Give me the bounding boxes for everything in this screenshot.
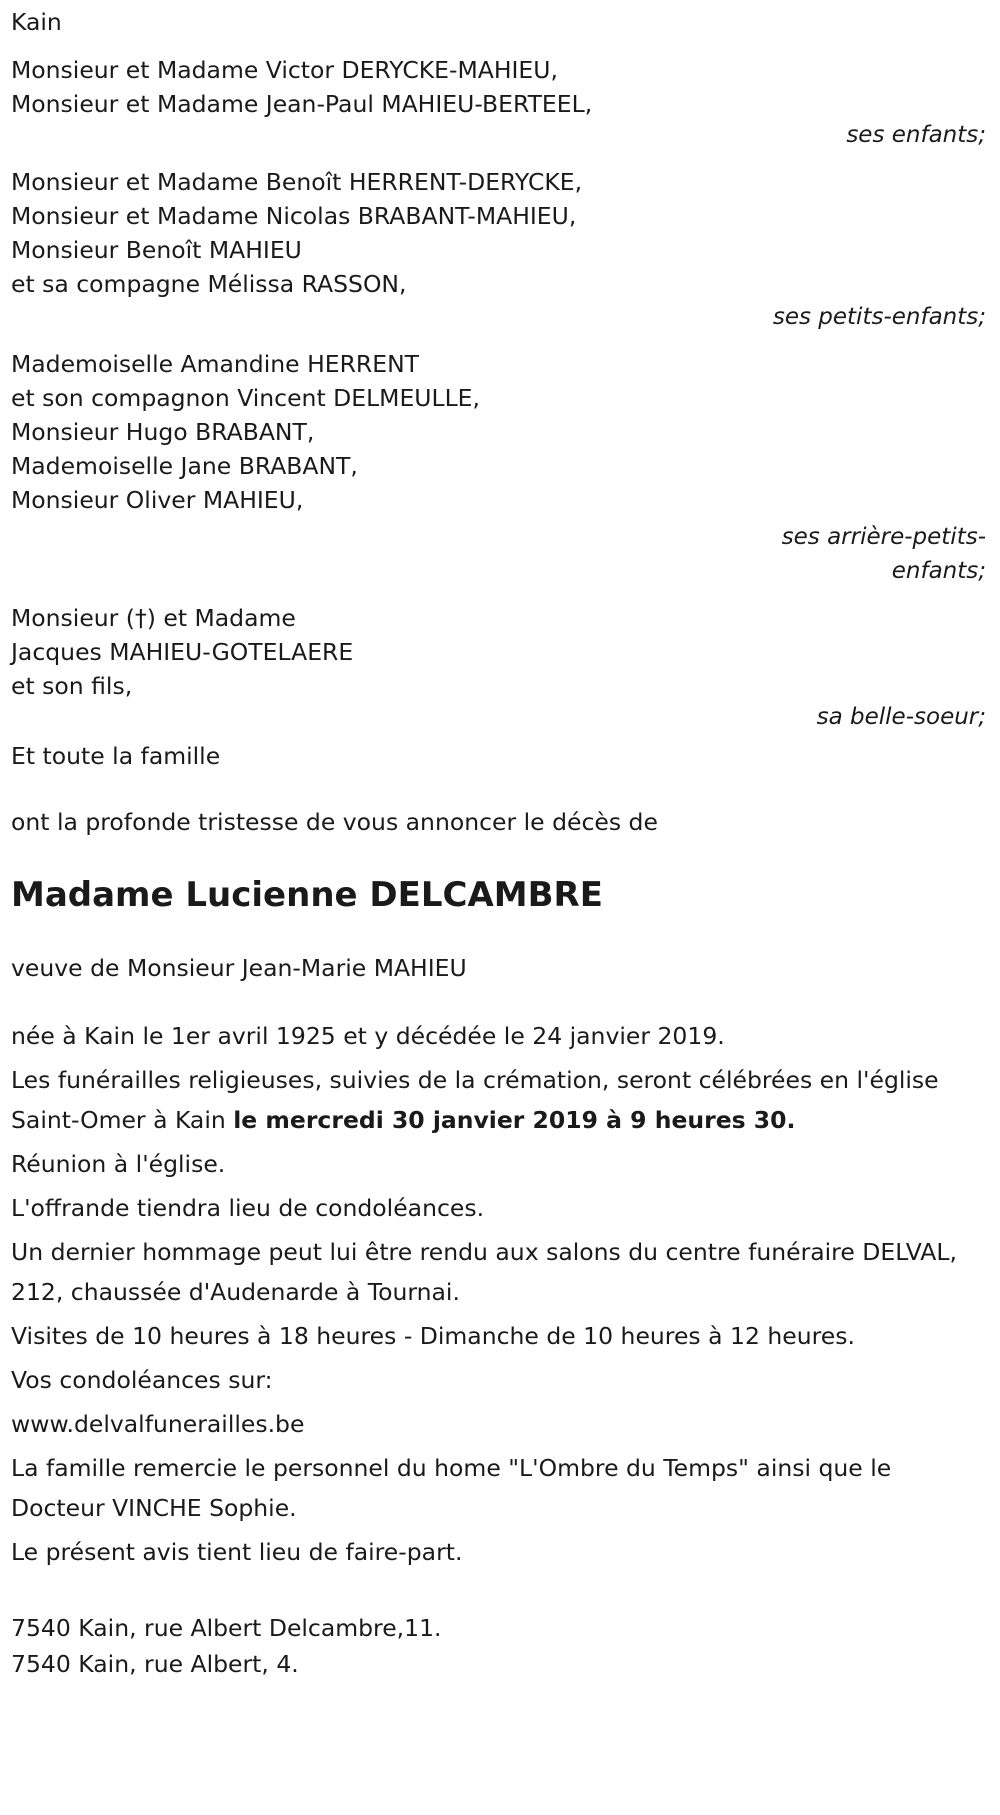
family-member: et sa compagne Mélissa RASSON,	[11, 270, 407, 298]
relation-label: ses arrière-petits-	[781, 524, 986, 550]
address-line: 7540 Kain, rue Albert, 4.	[11, 1650, 299, 1678]
homage-info: Un dernier hommage peut lui être rendu aux salons du centre funéraire DELVAL, 212, chaussée d'Audenarde à Tournai.	[11, 1238, 957, 1306]
family-member: Mademoiselle Amandine HERRENT	[11, 350, 420, 378]
family-member: Mademoiselle Jane BRABANT,	[11, 452, 358, 480]
family-member: Jacques MAHIEU-GOTELAERE	[11, 638, 354, 666]
funeral-text: Les funérailles religieuses, suivies de la crémation, seront célébrées en l'église Saint-Omer à Kain	[11, 1066, 939, 1134]
family-member: Monsieur Benoît MAHIEU	[11, 236, 302, 264]
family-member: Monsieur et Madame Victor DERYCKE-MAHIEU,	[11, 56, 558, 84]
place-name: Kain	[11, 8, 62, 36]
relation-label: enfants;	[891, 558, 986, 584]
birth-death-info: née à Kain le 1er avril 1925 et y décédée le 24 janvier 2019.	[11, 1022, 725, 1050]
relation-label: ses enfants;	[846, 122, 986, 148]
thanks-info: La famille remercie le personnel du home "L'Ombre du Temps" ainsi que le Docteur VINCHE Sophie.	[11, 1454, 892, 1522]
relation-label: ses petits-enfants;	[772, 304, 986, 330]
meeting-info: Réunion à l'église.	[11, 1150, 226, 1178]
visits-info: Visites de 10 heures à 18 heures - Dimanche de 10 heures à 12 heures.	[11, 1322, 855, 1350]
funeral-info	[11, 1060, 971, 1140]
family-member: et son compagnon Vincent DELMEULLE,	[11, 384, 480, 412]
children-group	[11, 50, 986, 154]
family-member: Monsieur et Madame Nicolas BRABANT-MAHIEU,	[11, 202, 577, 230]
family-member: Monsieur et Madame Jean-Paul MAHIEU-BERTEEL,	[11, 90, 593, 118]
family-member: Monsieur Hugo BRABANT,	[11, 418, 315, 446]
funeral-date: le mercredi 30 janvier 2019 à 9 heures 30.	[233, 1106, 796, 1134]
family-member: Monsieur (†) et Madame	[11, 604, 296, 632]
widow-of: veuve de Monsieur Jean-Marie MAHIEU	[11, 954, 467, 982]
notice-note: Le présent avis tient lieu de faire-part.	[11, 1538, 463, 1566]
sister-in-law-group	[11, 598, 986, 736]
condolences-label: Vos condoléances sur:	[11, 1366, 273, 1394]
great-grandchildren-group	[11, 344, 986, 590]
family-member: Monsieur Oliver MAHIEU,	[11, 486, 304, 514]
offering-info: L'offrande tiendra lieu de condoléances.	[11, 1194, 485, 1222]
deceased-name: Madame Lucienne DELCAMBRE	[11, 875, 603, 915]
announcement: ont la profonde tristesse de vous annoncer le décès de	[11, 808, 658, 836]
address-line: 7540 Kain, rue Albert Delcambre,11.	[11, 1614, 442, 1642]
grandchildren-group	[11, 162, 986, 336]
relation-label: sa belle-soeur;	[816, 704, 986, 730]
website-link[interactable]: www.delvalfunerailles.be	[11, 1410, 305, 1438]
family-member: et son fils,	[11, 672, 133, 700]
obituary-notice	[11, 0, 986, 1684]
family-line: Et toute la famille	[11, 742, 221, 770]
family-member: Monsieur et Madame Benoît HERRENT-DERYCKE,	[11, 168, 583, 196]
